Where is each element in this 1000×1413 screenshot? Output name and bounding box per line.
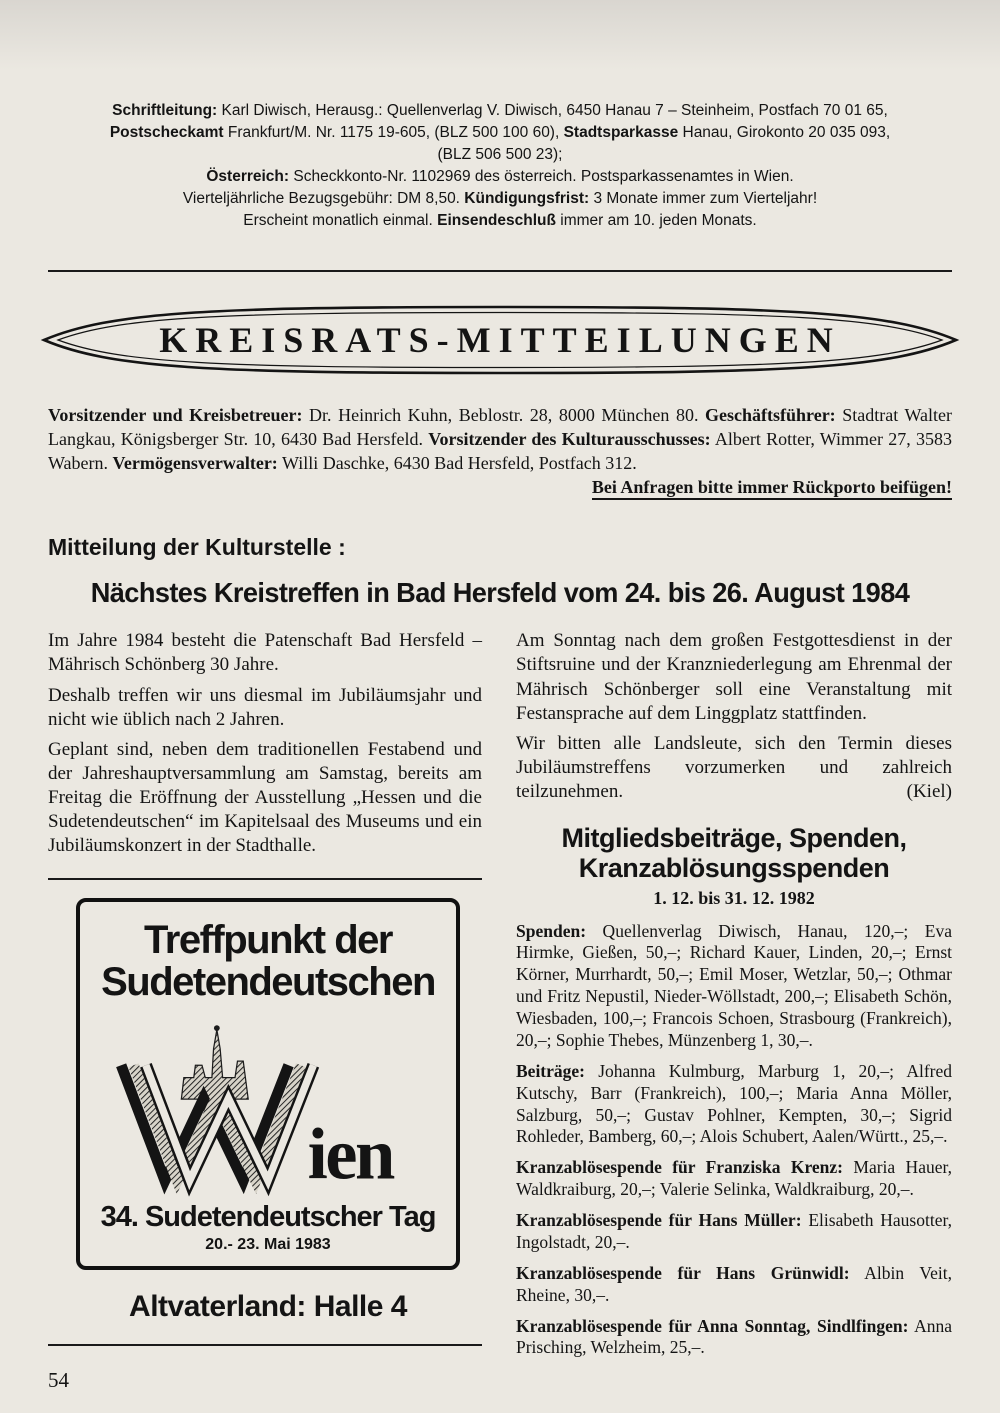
masthead-line: (BLZ 506 500 23); bbox=[437, 146, 563, 163]
column-divider bbox=[48, 878, 482, 880]
section-banner bbox=[40, 300, 960, 380]
donation-entry: Kranzablösespende für Hans Müller: Elisabeth Hausotter, Ingolstadt, 20,–. bbox=[516, 1210, 952, 1252]
sudetendeutscher-tag-ad bbox=[76, 898, 460, 1269]
column-divider bbox=[48, 1344, 482, 1346]
officer-role-label: Geschäftsführer: bbox=[705, 405, 836, 425]
masthead-label: Österreich: bbox=[206, 168, 290, 185]
masthead-line: Vierteljährliche Bezugsgebühr: DM 8,50. Kündigungsfrist: 3 Monate immer zum Vierteljahr! bbox=[182, 190, 818, 207]
article-signature: (Kiel) bbox=[906, 781, 952, 802]
wien-logo bbox=[103, 1014, 433, 1199]
donation-entry-label: Beiträge: bbox=[516, 1060, 585, 1081]
kreisrat-officers-paragraph: Vorsitzender und Kreisbetreuer: Dr. Heinrich Kuhn, Beblostr. 28, 8000 München 80. Geschäftsführer: Stadtrat Walter Langkau, Königsberger Str. 10, 6430 Bad Hersfeld. Vorsitzender des Kulturausschusses: Albert Rotter, Wimmer 27, 3583 Wabern. Vermögensverwalter: Willi Daschke, 6430 Bad Hersfeld, Postfach 312. bbox=[48, 405, 952, 473]
article-paragraph: Wir bitten alle Landsleute, sich den Termin dieses Jubiläumstreffens vorzumerken und zahlreich teilzunehmen. (Kiel) bbox=[516, 732, 952, 804]
donation-entry: Kranzablösespende für Anna Sonntag, Sindlfingen: Anna Prisching, Welzheim, 25,–. bbox=[516, 1315, 952, 1358]
masthead-label: Kündigungsfrist: bbox=[464, 190, 590, 207]
wien-logo-text: ien bbox=[307, 1112, 393, 1194]
donations-heading: Mitgliedsbeiträge, Spenden, Kranzablösungsspenden bbox=[561, 823, 907, 883]
ad-event-title: 34. Sudetendeutscher Tag bbox=[100, 1200, 436, 1233]
article-paragraph: Geplant sind, neben dem traditionellen Festabend und der Jahreshauptversammlung am Samstag, bereits am Freitag die Eröffnung der Ausstellung „Hessen und die Sudetendeutschen“ im Kapitelsaal des Museums und ein Jubiläumskonzert in der Stadthalle. bbox=[48, 738, 482, 857]
donation-entry-label: Kranzablösespende für Franziska Krenz: bbox=[516, 1157, 844, 1178]
officer-role-label: Vorsitzender des Kulturausschusses: bbox=[428, 428, 711, 449]
masthead-line: Schriftleitung: Karl Diwisch, Herausg.: Quellenverlag V. Diwisch, 6450 Hanau 7 – Steinheim, Postfach 70 01 65, bbox=[112, 102, 888, 119]
masthead-line: Erscheint monatlich einmal. Einsendeschluß immer am 10. jeden Monats. bbox=[243, 212, 757, 229]
donation-entry: Kranzablösespende für Hans Grünwidl: Albin Veit, Rheine, 30,–. bbox=[516, 1262, 953, 1305]
donation-entry: Spenden: Quellenverlag Diwisch, Hanau, 120,–; Eva Hirmke, Gießen, 50,–; Richard Kauer, Linden, 20,–; Ernst Körner, Murrhardt, 50,–; Emil Moser, Wetzlar, 50,–; Othmar und Fritz Nepustil, Nieder-Wöllstadt, 200,–; Elisabeth Schön, Wiesbaden, 100,–; Francois Schoen, Strasbourg (Frankreich), 20,–; Sophie Thebes, Münzenberg 1, 30,–. bbox=[516, 920, 952, 1050]
article-paragraph: Deshalb treffen wir uns diesmal im Jubiläumsjahr und nicht wie üblich nach 2 Jahren. bbox=[48, 684, 482, 730]
officer-role-label: Vorsitzender und Kreisbetreuer: bbox=[48, 405, 303, 425]
donation-entry: Kranzablösespende für Franziska Krenz: Maria Hauer, Waldkraiburg, 20,–; Valerie Selinka, Waldkraiburg, 20,–. bbox=[516, 1157, 952, 1200]
ad-title: Treffpunkt der Sudetendeutschen bbox=[101, 918, 435, 1004]
section-banner-title: KREISRATS-MITTEILUNGEN bbox=[159, 320, 841, 360]
masthead-line: Österreich: Scheckkonto-Nr. 1102969 des österreich. Postsparkassenamtes in Wien. bbox=[206, 168, 794, 185]
masthead-label: Stadtsparkasse bbox=[563, 124, 679, 141]
officer-role-label: Vermögensverwalter: bbox=[112, 452, 278, 473]
donation-entry-label: Kranzablösespende für Anna Sonntag, Sindlfingen: bbox=[516, 1315, 909, 1336]
masthead bbox=[40, 100, 960, 232]
article-paragraph: Im Jahre 1984 besteht die Patenschaft Bad Hersfeld – Mährisch Schönberg 30 Jahre. bbox=[48, 630, 482, 676]
donation-entry-label: Kranzablösespende für Hans Müller: bbox=[516, 1210, 802, 1230]
masthead-label: Postscheckamt bbox=[109, 124, 224, 141]
donation-entry-label: Kranzablösespende für Hans Grünwidl: bbox=[516, 1262, 850, 1283]
donation-entry-label: Spenden: bbox=[516, 920, 587, 941]
two-column-layout bbox=[48, 629, 952, 1392]
donation-entry: Beiträge: Johanna Kulmburg, Marburg 1, 20,–; Alfred Kutschy, Barr (Frankreich), 100,–; Maria Anna Möller, Salzburg, 50,–; Gustav Pohlner, Kempten, 30,–; Sigrid Rohleder, Bamberg, 60,–; Alois Schubert, Aalen/Württ., 25,–. bbox=[516, 1060, 952, 1147]
ad-event-date: 20.- 23. Mai 1983 bbox=[205, 1235, 331, 1253]
left-column bbox=[48, 629, 482, 1392]
article-paragraph: Am Sonntag nach dem großen Festgottesdienst in der Stiftsruine und der Kranzniederlegung am Ehrenmal der Mährisch Schönberger soll eine Veranstaltung mit Festansprache auf dem Linggplatz stattfinden. bbox=[516, 630, 952, 724]
rueckporto-note: Bei Anfragen bitte immer Rückporto beifügen! bbox=[48, 477, 952, 498]
masthead-label: Einsendeschluß bbox=[437, 212, 556, 229]
right-column bbox=[516, 629, 952, 1368]
donations-period: 1. 12. bis 31. 12. 1982 bbox=[653, 887, 815, 908]
masthead-line: Postscheckamt Frankfurt/M. Nr. 1175 19-605, (BLZ 500 100 60), Stadtsparkasse Hanau, Girokonto 20 035 093, bbox=[109, 124, 891, 141]
top-divider bbox=[48, 270, 952, 272]
kulturstelle-section-label: Mitteilung der Kulturstelle : bbox=[48, 534, 346, 561]
page-number: 54 bbox=[48, 1367, 69, 1392]
main-headline: Nächstes Kreistreffen in Bad Hersfeld vom 24. bis 26. August 1984 bbox=[90, 577, 910, 609]
ad-hall-caption: Altvaterland: Halle 4 bbox=[129, 1289, 407, 1323]
masthead-label: Schriftleitung: bbox=[112, 102, 218, 119]
